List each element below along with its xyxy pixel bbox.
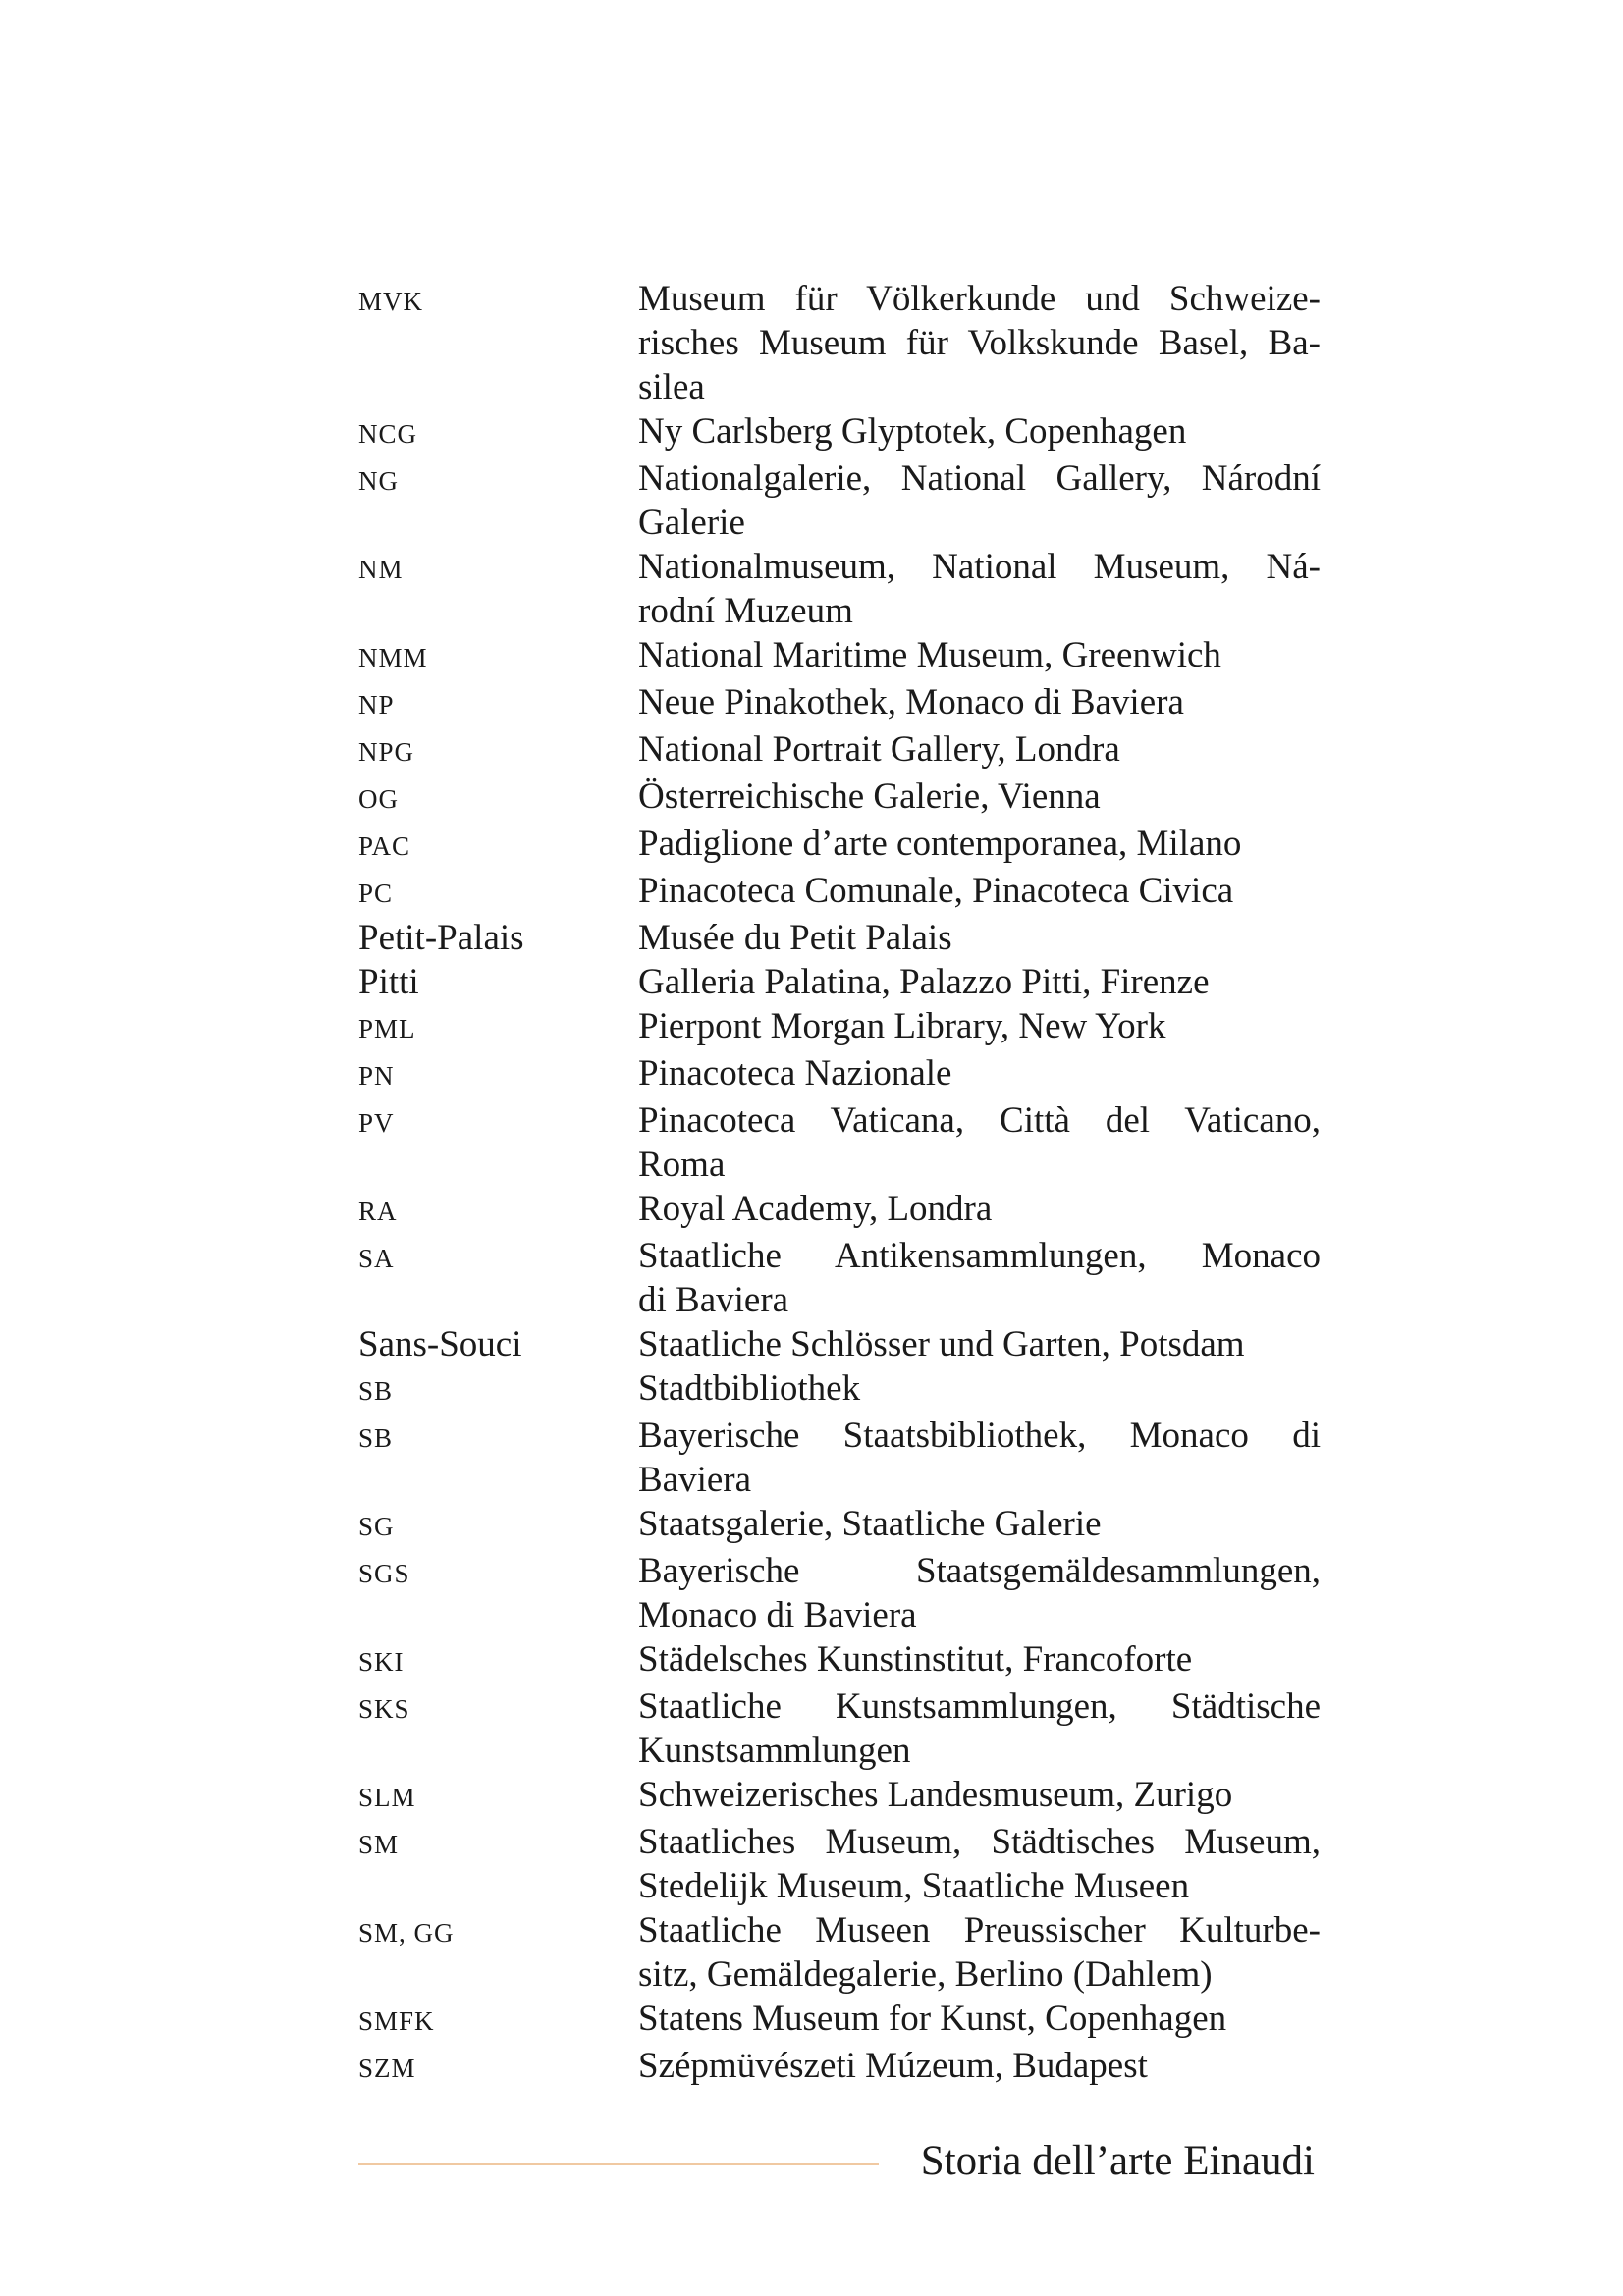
abbreviation: NG: [358, 466, 399, 496]
abbreviation-entry: [358, 680, 1321, 727]
abbreviation-description: [638, 277, 1321, 409]
description-line: National Maritime Museum, Greenwich: [638, 635, 1221, 675]
abbreviation-entry: [358, 2044, 1321, 2091]
abbreviation-entry: [358, 277, 1321, 409]
description-line: Royal Academy, Londra: [638, 1189, 993, 1229]
description-line: silea: [638, 367, 705, 407]
description-line: Staatsgalerie, Staatliche Galerie: [638, 1504, 1102, 1544]
abbreviation: SMFK: [358, 2006, 435, 2036]
abbreviation: NM: [358, 555, 404, 584]
description-line: Neue Pinakothek, Monaco di Baviera: [638, 682, 1184, 722]
footer-title: Storia dell’arte Einaudi: [920, 2138, 1315, 2184]
description-line: Schweizerisches Landesmuseum, Zurigo: [638, 1775, 1233, 1815]
abbreviation-entry: [358, 1502, 1321, 1549]
abbreviation-entry: [358, 1414, 1321, 1502]
description-line: Nationalmuseum, National Museum, Ná-: [638, 547, 1321, 587]
description-line: Staatliche Kunstsammlungen, Städtische: [638, 1686, 1321, 1727]
abbreviation-description: [638, 960, 1321, 1004]
description-line: Galleria Palatina, Palazzo Pitti, Firenze: [638, 962, 1210, 1002]
abbreviation: PN: [358, 1061, 395, 1091]
abbreviation-description: [638, 1637, 1321, 1682]
abbreviation-entry: [358, 727, 1321, 774]
description-line: Österreichische Galerie, Vienna: [638, 776, 1101, 817]
description-line: Musée du Petit Palais: [638, 918, 952, 958]
abbreviation: Petit-Palais: [358, 918, 524, 958]
abbreviation-description: [638, 1366, 1321, 1411]
abbreviations-list: [358, 277, 1321, 2091]
description-line: Staatliches Museum, Städtisches Museum,: [638, 1822, 1321, 1862]
description-line: Roma: [638, 1145, 726, 1185]
abbreviation-entry: [358, 1322, 1321, 1366]
abbreviation-description: [638, 1684, 1321, 1773]
abbreviation: SGS: [358, 1559, 410, 1588]
abbreviation: SKI: [358, 1647, 405, 1677]
abbreviation-description: [638, 1549, 1321, 1637]
abbreviation-entry: [358, 1684, 1321, 1773]
abbreviation-entry: [358, 822, 1321, 869]
abbreviation-entry: [358, 456, 1321, 545]
abbreviation: PML: [358, 1014, 416, 1043]
abbreviation-description: [638, 1098, 1321, 1187]
abbreviation-entry: [358, 916, 1321, 960]
abbreviation-description: [638, 822, 1321, 866]
abbreviation-description: [638, 1187, 1321, 1231]
description-line: National Portrait Gallery, Londra: [638, 729, 1120, 770]
abbreviation-description: [638, 916, 1321, 960]
abbreviation-entry: [358, 1637, 1321, 1684]
description-line: Nationalgalerie, National Gallery, Národní: [638, 458, 1321, 499]
description-line: Baviera: [638, 1460, 752, 1500]
description-line: Szépmüvészeti Múzeum, Budapest: [638, 2046, 1148, 2086]
abbreviation-entry: [358, 1549, 1321, 1637]
abbreviation-description: [638, 2044, 1321, 2088]
description-line: Pinacoteca Vaticana, Città del Vaticano,: [638, 1100, 1321, 1141]
abbreviation: NPG: [358, 737, 415, 767]
abbreviation-entry: [358, 1997, 1321, 2044]
abbreviation-entry: [358, 1234, 1321, 1322]
description-line: rodní Muzeum: [638, 591, 853, 631]
abbreviation-entry: [358, 1051, 1321, 1098]
abbreviation: SZM: [358, 2054, 416, 2083]
abbreviation: PC: [358, 879, 394, 908]
description-line: sitz, Gemäldegalerie, Berlino (Dahlem): [638, 1954, 1213, 1995]
description-line: Padiglione d’arte contemporanea, Milano: [638, 824, 1242, 864]
abbreviation: MVK: [358, 287, 424, 316]
abbreviation: PV: [358, 1108, 395, 1138]
abbreviation: Sans-Souci: [358, 1324, 522, 1364]
abbreviation-entry: [358, 409, 1321, 456]
abbreviation: RA: [358, 1197, 398, 1226]
description-line: Pinacoteca Nazionale: [638, 1053, 952, 1094]
abbreviation-description: [638, 1414, 1321, 1502]
description-line: risches Museum für Volkskunde Basel, Ba-: [638, 323, 1321, 363]
description-line: Städelsches Kunstinstitut, Francoforte: [638, 1639, 1193, 1680]
abbreviation-description: [638, 1322, 1321, 1366]
abbreviation-entry: [358, 1187, 1321, 1234]
abbreviation-description: [638, 633, 1321, 677]
abbreviation-entry: [358, 1004, 1321, 1051]
abbreviation: SKS: [358, 1694, 410, 1724]
abbreviation-description: [638, 1908, 1321, 1997]
abbreviation-entry: [358, 774, 1321, 822]
footer-rule: [358, 2163, 879, 2165]
abbreviation: SB: [358, 1376, 394, 1406]
description-line: Stadtbibliothek: [638, 1368, 861, 1409]
abbreviation-entry: [358, 633, 1321, 680]
abbreviation-entry: [358, 869, 1321, 916]
abbreviation: NP: [358, 690, 395, 720]
abbreviation: SB: [358, 1423, 394, 1453]
abbreviation-entry: [358, 1908, 1321, 1997]
abbreviation-description: [638, 727, 1321, 772]
abbreviation: PAC: [358, 831, 411, 861]
description-line: Bayerische Staatsgemäldesammlungen,: [638, 1551, 1321, 1591]
description-line: Ny Carlsberg Glyptotek, Copenhagen: [638, 411, 1187, 452]
description-line: di Baviera: [638, 1280, 789, 1320]
description-line: Monaco di Baviera: [638, 1595, 917, 1635]
description-line: Bayerische Staatsbibliothek, Monaco di: [638, 1415, 1321, 1456]
abbreviation-description: [638, 1773, 1321, 1817]
abbreviation-description: [638, 869, 1321, 913]
description-line: Museum für Völkerkunde und Schweize-: [638, 279, 1321, 319]
description-line: Pinacoteca Comunale, Pinacoteca Civica: [638, 871, 1234, 911]
description-line: Staatliche Schlösser und Garten, Potsdam: [638, 1324, 1245, 1364]
abbreviation-entry: [358, 1366, 1321, 1414]
abbreviation-entry: [358, 1773, 1321, 1820]
abbreviation: Pitti: [358, 962, 419, 1002]
description-line: Galerie: [638, 503, 745, 543]
abbreviation-description: [638, 1502, 1321, 1546]
abbreviation-entry: [358, 1098, 1321, 1187]
description-line: Statens Museum for Kunst, Copenhagen: [638, 1999, 1227, 2039]
abbreviation-description: [638, 409, 1321, 454]
abbreviation: SLM: [358, 1783, 416, 1812]
abbreviation-description: [638, 1004, 1321, 1048]
abbreviation-description: [638, 1820, 1321, 1908]
abbreviation: SA: [358, 1244, 395, 1273]
abbreviation-entry: [358, 1820, 1321, 1908]
abbreviation: NCG: [358, 419, 418, 449]
abbreviation-description: [638, 1051, 1321, 1095]
abbreviation-description: [638, 545, 1321, 633]
abbreviation: SM, GG: [358, 1918, 455, 1948]
abbreviation-description: [638, 456, 1321, 545]
abbreviation: SM: [358, 1830, 400, 1859]
abbreviation-description: [638, 680, 1321, 724]
abbreviation: OG: [358, 784, 399, 814]
description-line: Staatliche Museen Preussischer Kulturbe-: [638, 1910, 1321, 1950]
abbreviation-entry: [358, 545, 1321, 633]
abbreviation: NMM: [358, 643, 428, 672]
description-line: Kunstsammlungen: [638, 1731, 911, 1771]
abbreviation-description: [638, 1997, 1321, 2041]
description-line: Staatliche Antikensammlungen, Monaco: [638, 1236, 1321, 1276]
description-line: Pierpont Morgan Library, New York: [638, 1006, 1166, 1046]
abbreviation: SG: [358, 1512, 395, 1541]
description-line: Stedelijk Museum, Staatliche Museen: [638, 1866, 1190, 1906]
abbreviation-entry: [358, 960, 1321, 1004]
abbreviation-description: [638, 1234, 1321, 1322]
abbreviation-description: [638, 774, 1321, 819]
